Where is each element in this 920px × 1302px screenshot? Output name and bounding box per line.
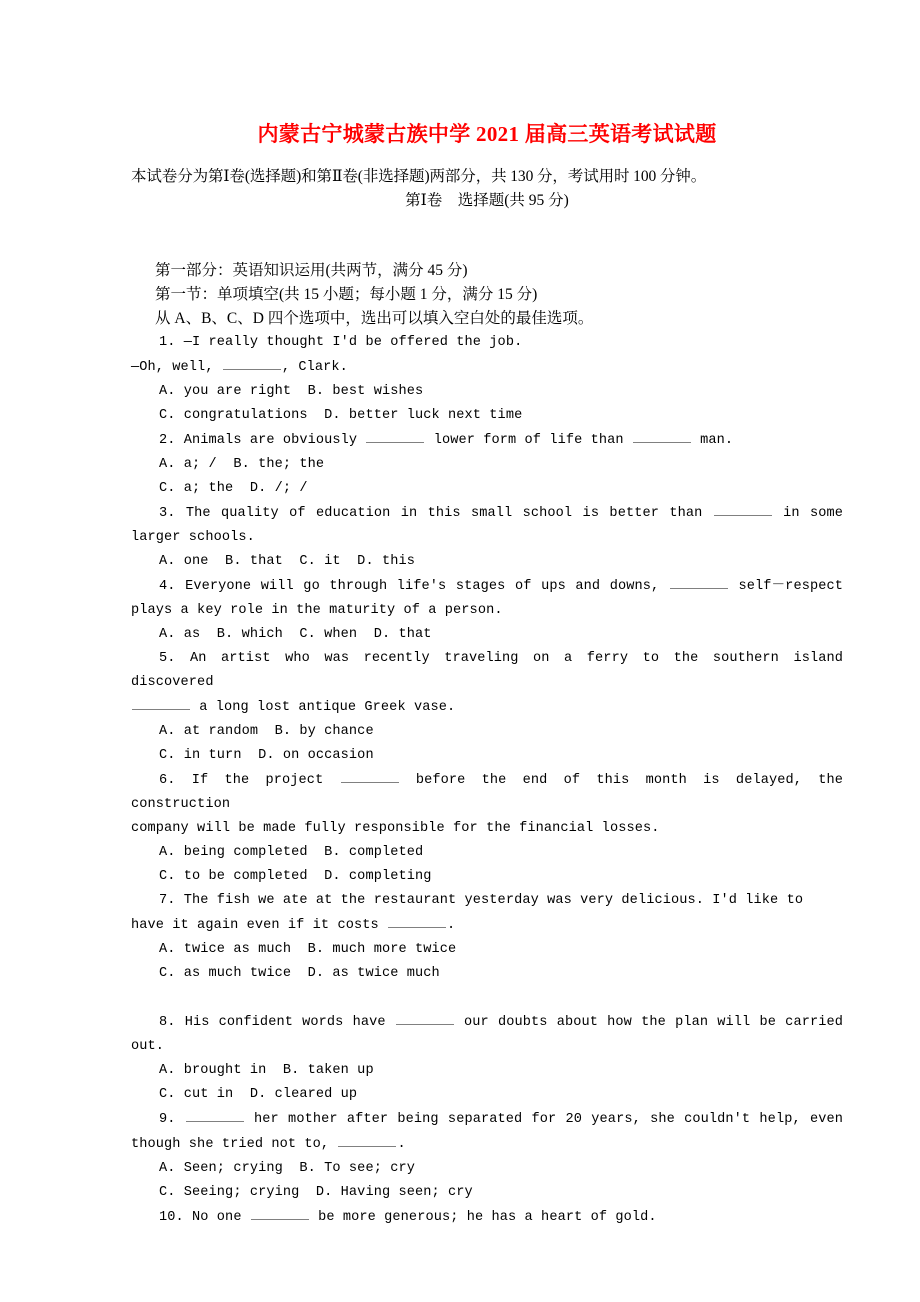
question-option: C. a; the D. /; / [159, 481, 308, 496]
question-option: C. to be completed D. completing [159, 869, 432, 884]
instruction-text: 从 A、B、C、D 四个选项中，选出可以填入空白处的最佳选项。 [155, 310, 594, 327]
part-heading: 第一部分：英语知识运用(共两节，满分 45 分) [155, 262, 468, 279]
question-stem: company will be made fully responsible for the financial losses. [131, 821, 660, 836]
question-option: A. at random B. by chance [159, 724, 374, 739]
question-stem: larger schools. [131, 530, 255, 545]
question-option: C. in turn D. on occasion [159, 748, 374, 763]
question-stem: 5. An artist who was recently traveling on a ferry to the southern island discovered [131, 651, 852, 690]
answer-blank [338, 1132, 396, 1147]
exam-header-line-2: 第Ⅰ卷 选择题(共 95 分) [405, 192, 569, 209]
paragraph-spacer [131, 986, 843, 1010]
question-stem: have it again even if it costs . [131, 913, 843, 938]
question-stem: 8. His confident words have our doubts about how the plan will be carried [131, 1010, 843, 1035]
question-option: A. you are right B. best wishes [159, 384, 424, 399]
answer-blank [251, 1205, 309, 1220]
question-option: C. as much twice D. as twice much [159, 966, 440, 981]
question-option: A. brought in B. taken up [159, 1063, 374, 1078]
answer-blank [223, 355, 281, 370]
page-title: 内蒙古宁城蒙古族中学 2021 届高三英语考试试题 [257, 122, 717, 146]
question-option: C. Seeing; crying D. Having seen; cry [159, 1185, 473, 1200]
answer-blank [670, 574, 728, 589]
answer-blank [396, 1010, 454, 1025]
exam-header-line-1: 本试卷分为第Ⅰ卷(选择题)和第Ⅱ卷(非选择题)两部分，共 130 分，考试用时 100 分钟。 [131, 168, 707, 185]
answer-blank [714, 501, 772, 516]
question-stem: —Oh, well, , Clark. [131, 355, 843, 380]
answer-blank [341, 768, 399, 783]
question-stem: plays a key role in the maturity of a person. [131, 603, 503, 618]
subsection-heading: 第一节：单项填空(共 15 小题；每小题 1 分，满分 15 分) [155, 286, 538, 303]
question-stem: 4. Everyone will go through life's stages of ups and downs, self－respect [131, 574, 843, 599]
answer-blank [388, 913, 446, 928]
question-stem: 9. her mother after being separated for 20 years, she couldn't help, even [131, 1107, 843, 1132]
question-stem: 3. The quality of education in this small school is better than in some [131, 501, 843, 526]
question-option: A. being completed B. completed [159, 845, 424, 860]
answer-blank [366, 428, 424, 443]
question-option: A. one B. that C. it D. this [159, 554, 415, 569]
document-content [131, 0, 852, 1230]
question-option: A. twice as much B. much more twice [159, 942, 457, 957]
question-stem: though she tried not to, . [131, 1132, 843, 1157]
question-stem: 7. The fish we ate at the restaurant yesterday was very delicious. I'd like to [159, 893, 804, 908]
exam-header [131, 165, 843, 213]
question-option: C. congratulations D. better luck next time [159, 408, 523, 423]
answer-blank [132, 695, 190, 710]
question-stem: 10. No one be more generous; he has a heart of gold. [131, 1205, 843, 1230]
question-stem: a long lost antique Greek vase. [131, 695, 843, 720]
question-stem: out. [131, 1039, 165, 1054]
question-stem: 2. Animals are obviously lower form of life than man. [131, 428, 843, 453]
answer-blank [633, 428, 691, 443]
question-stem: 6. If the project before the end of this month is delayed, the construction [131, 768, 843, 817]
question-option: A. Seen; crying B. To see; cry [159, 1161, 415, 1176]
exam-body [131, 259, 852, 1230]
question-option: A. as B. which C. when D. that [159, 627, 432, 642]
question-option: A. a; / B. the; the [159, 457, 325, 472]
question-stem: 1. —I really thought I'd be offered the job. [159, 335, 523, 350]
answer-blank [186, 1107, 244, 1122]
question-option: C. cut in D. cleared up [159, 1087, 358, 1102]
